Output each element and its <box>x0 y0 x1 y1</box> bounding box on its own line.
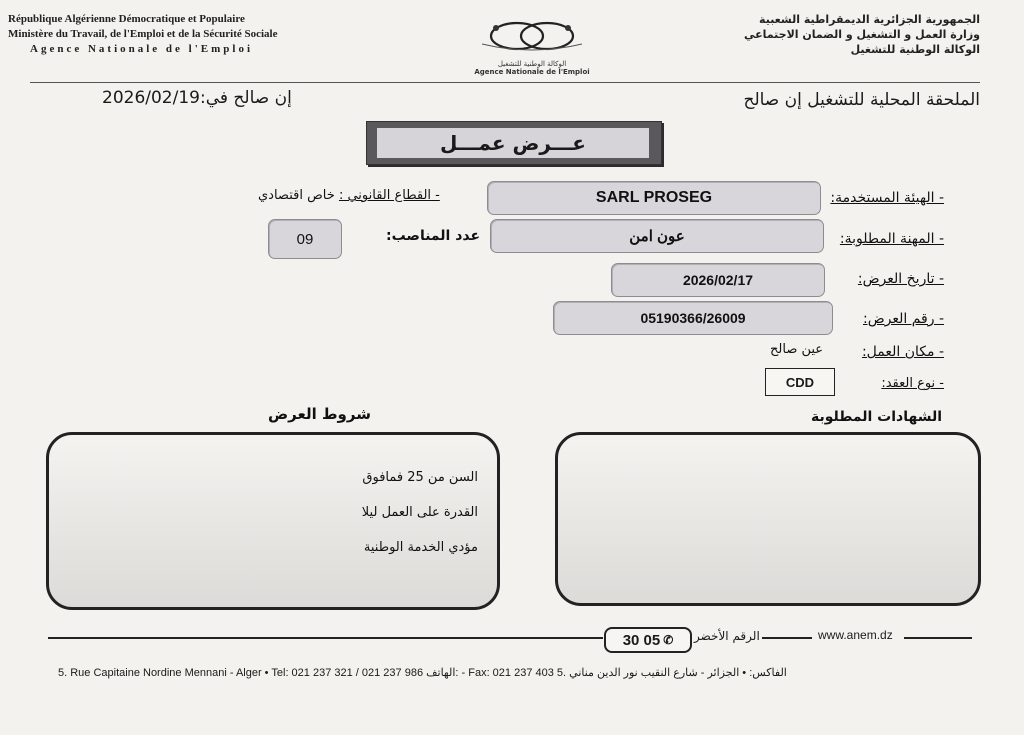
header-divider <box>30 82 980 83</box>
certificates-panel <box>555 432 981 606</box>
employer-field: SARL PROSEG <box>487 181 821 215</box>
offer-date-label: - تاريخ العرض: <box>857 271 944 287</box>
offer-number-field: 05190366/26009 <box>553 301 833 335</box>
conditions-panel <box>46 432 500 610</box>
footer-line-mid <box>762 637 812 639</box>
header-fr-line: Agence Nationale de l'Emploi <box>30 43 254 55</box>
header-ar-line: وزارة العمل و التشغيل و الضمان الاجتماعي <box>744 28 980 41</box>
job-label: - المهنة المطلوبة: <box>839 231 944 247</box>
contract-type-field: CDD <box>765 368 835 396</box>
offer-date-field: 2026/02/17 <box>611 263 825 297</box>
condition-item: السن من 25 فمافوق <box>362 470 478 485</box>
work-place-value: عين صالح <box>770 342 824 357</box>
logo-caption-fr: Agence Nationale de l'Emploi <box>474 68 590 76</box>
date-label: إن صالح في: <box>199 88 292 108</box>
contract-type-label: - نوع العقد: <box>881 376 944 391</box>
condition-item: القدرة على العمل ليلا <box>361 505 478 520</box>
header-ar-line: الوكالة الوطنية للتشغيل <box>850 43 980 56</box>
header-french <box>8 12 428 57</box>
date-value: 2026/02/19 <box>102 88 200 108</box>
employer-label: - الهيئة المستخدمة: <box>830 190 944 206</box>
header-fr-line: Ministère du Travail, de l'Emploi et de la Sécurité Sociale <box>8 28 278 40</box>
footer-address: 5. Rue Capitaine Nordine Mennani - Alger • Tel: 021 237 321 / 021 237 986 الهاتف: - Fax: 021 237 403 الفاكس: • الجزائر - شارع النقيب نور الدين مناني .5 <box>58 667 787 679</box>
anem-logo-icon <box>462 14 602 56</box>
work-place-label: - مكان العمل: <box>861 344 944 360</box>
website-link[interactable]: www.anem.dz <box>818 628 893 642</box>
condition-item: مؤدي الخدمة الوطنية <box>363 540 478 555</box>
certificates-title: الشهادات المطلوبة <box>810 409 942 425</box>
footer-line-left <box>48 637 603 639</box>
green-number: 30 05 <box>622 631 661 649</box>
green-number-label: الرقم الأخضر <box>694 629 760 643</box>
page-title: عـــرض عمـــل <box>377 128 649 158</box>
footer-line-right <box>904 637 972 639</box>
offer-number-label: - رقم العرض: <box>863 311 944 327</box>
conditions-title: شروط العرض <box>268 405 371 423</box>
job-field: عون امن <box>490 219 824 253</box>
legal-sector: - القطاع القانوني : خاص اقتصادي <box>258 188 440 203</box>
agency-logo <box>462 14 602 84</box>
title-box <box>366 121 662 165</box>
green-number-box <box>604 627 692 653</box>
header-arabic <box>600 12 980 57</box>
phone-icon: ✆ <box>663 633 674 647</box>
positions-label: عدد المناصب: <box>386 228 481 244</box>
positions-field: 09 <box>268 219 342 259</box>
header-fr-line: République Algérienne Démocratique et Populaire <box>8 13 245 25</box>
header-ar-line: الجمهورية الجزائرية الديمقراطية الشعبية <box>759 13 980 26</box>
agency-line: الملحقة المحلية للتشغيل إن صالح <box>743 90 980 110</box>
date-line <box>102 88 292 108</box>
logo-caption-ar: الوكالة الوطنية للتشغيل <box>497 60 567 68</box>
